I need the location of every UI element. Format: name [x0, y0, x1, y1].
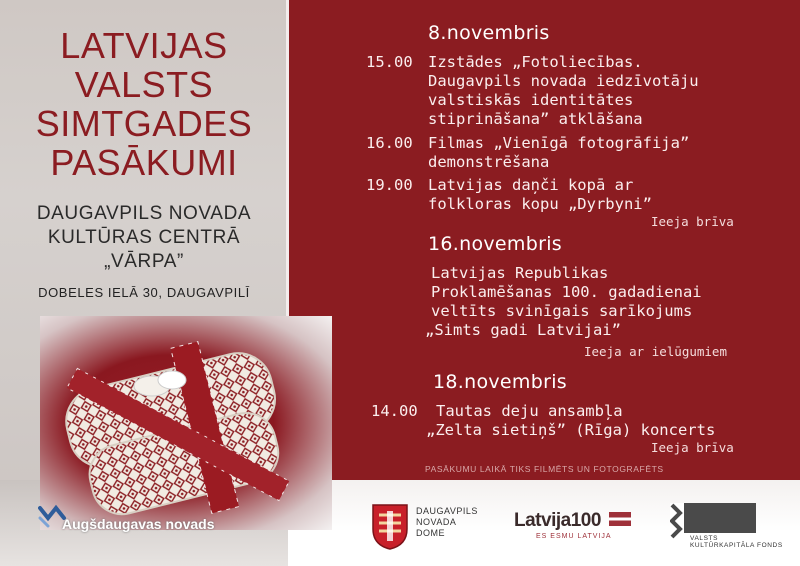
event-line: Proklamēšanas 100. gadadienai: [431, 283, 702, 301]
entry-note: Ieeja brīva: [651, 440, 734, 455]
event-time: 16.00: [366, 134, 413, 152]
latvija-number: 100: [570, 510, 601, 531]
poster-title: [0, 26, 288, 182]
venue-name: [0, 202, 288, 274]
dome-line: DAUGAVPILS: [416, 506, 478, 516]
entry-note: Ieeja brīva: [651, 214, 734, 229]
date-heading: 18.novembris: [433, 371, 567, 393]
title-line: LATVIJAS: [60, 25, 228, 66]
event-line: „Simts gadi Latvijai”: [425, 321, 621, 339]
date-heading: 8.novembris: [428, 22, 550, 44]
venue-address: DOBELES IELĀ 30, DAUGAVPILĪ: [38, 285, 250, 300]
mittens-photo: [40, 316, 332, 530]
venue-line: DAUGAVPILS NOVADA: [36, 203, 252, 224]
event-time: 15.00: [366, 53, 413, 71]
dome-line: NOVADA: [416, 517, 457, 527]
event-line: valstiskās identitātes: [428, 91, 634, 109]
filming-disclaimer: PASĀKUMU LAIKĀ TIKS FILMĒTS UN FOTOGRAFĒTS: [425, 464, 664, 474]
title-line: SIMTGADES: [35, 103, 253, 144]
region-logo-text: Augšdaugavas novads: [62, 516, 215, 532]
event-line: folkloras kopu „Dyrbyni”: [428, 195, 652, 213]
entry-note: Ieeja ar ielūgumiem: [584, 344, 727, 359]
latvija100-logo: [514, 510, 601, 532]
event-line: Izstādes „Fotoliecības.: [428, 53, 643, 71]
latvija100-slogan: ES ESMU LATVIJA: [536, 533, 612, 540]
latvija-word: Latvija: [514, 510, 571, 531]
title-line: VALSTS: [74, 64, 214, 105]
event-time: 14.00: [371, 402, 418, 420]
venue-line: „VĀRPA”: [104, 251, 184, 272]
event-line: demonstrēšana: [428, 153, 550, 171]
coat-of-arms-icon: [371, 503, 409, 551]
event-line: veltīts svinīgais sarīkojums: [431, 302, 693, 320]
mittens-illustration: [40, 316, 332, 530]
title-line: PASĀKUMI: [50, 142, 238, 183]
dome-logo-text: [416, 506, 478, 539]
event-line: Latvijas Republikas: [431, 264, 609, 282]
venue-line: KULTŪRAS CENTRĀ: [47, 227, 241, 248]
event-line: Tautas deju ansambļa: [436, 402, 623, 420]
event-line: Latvijas daņči kopā ar: [428, 176, 634, 194]
vkkf-logo-text: [690, 535, 783, 549]
event-line: Filmas „Vienīgā fotogrāfija”: [428, 134, 690, 152]
date-heading: 16.novembris: [428, 233, 562, 255]
latvian-flag-icon: [609, 512, 631, 526]
event-line: Daugavpils novada iedzīvotāju: [428, 72, 699, 90]
dome-line: DOME: [416, 528, 445, 538]
vkkf-line: VALSTS: [690, 535, 719, 542]
event-line: stiprināšana” atklāšana: [428, 110, 643, 128]
event-time: 19.00: [366, 176, 413, 194]
vkkf-line: KULTŪRKAPITĀLA FONDS: [690, 542, 783, 549]
event-line: „Zelta sietiņš” (Rīga) koncerts: [426, 421, 716, 439]
